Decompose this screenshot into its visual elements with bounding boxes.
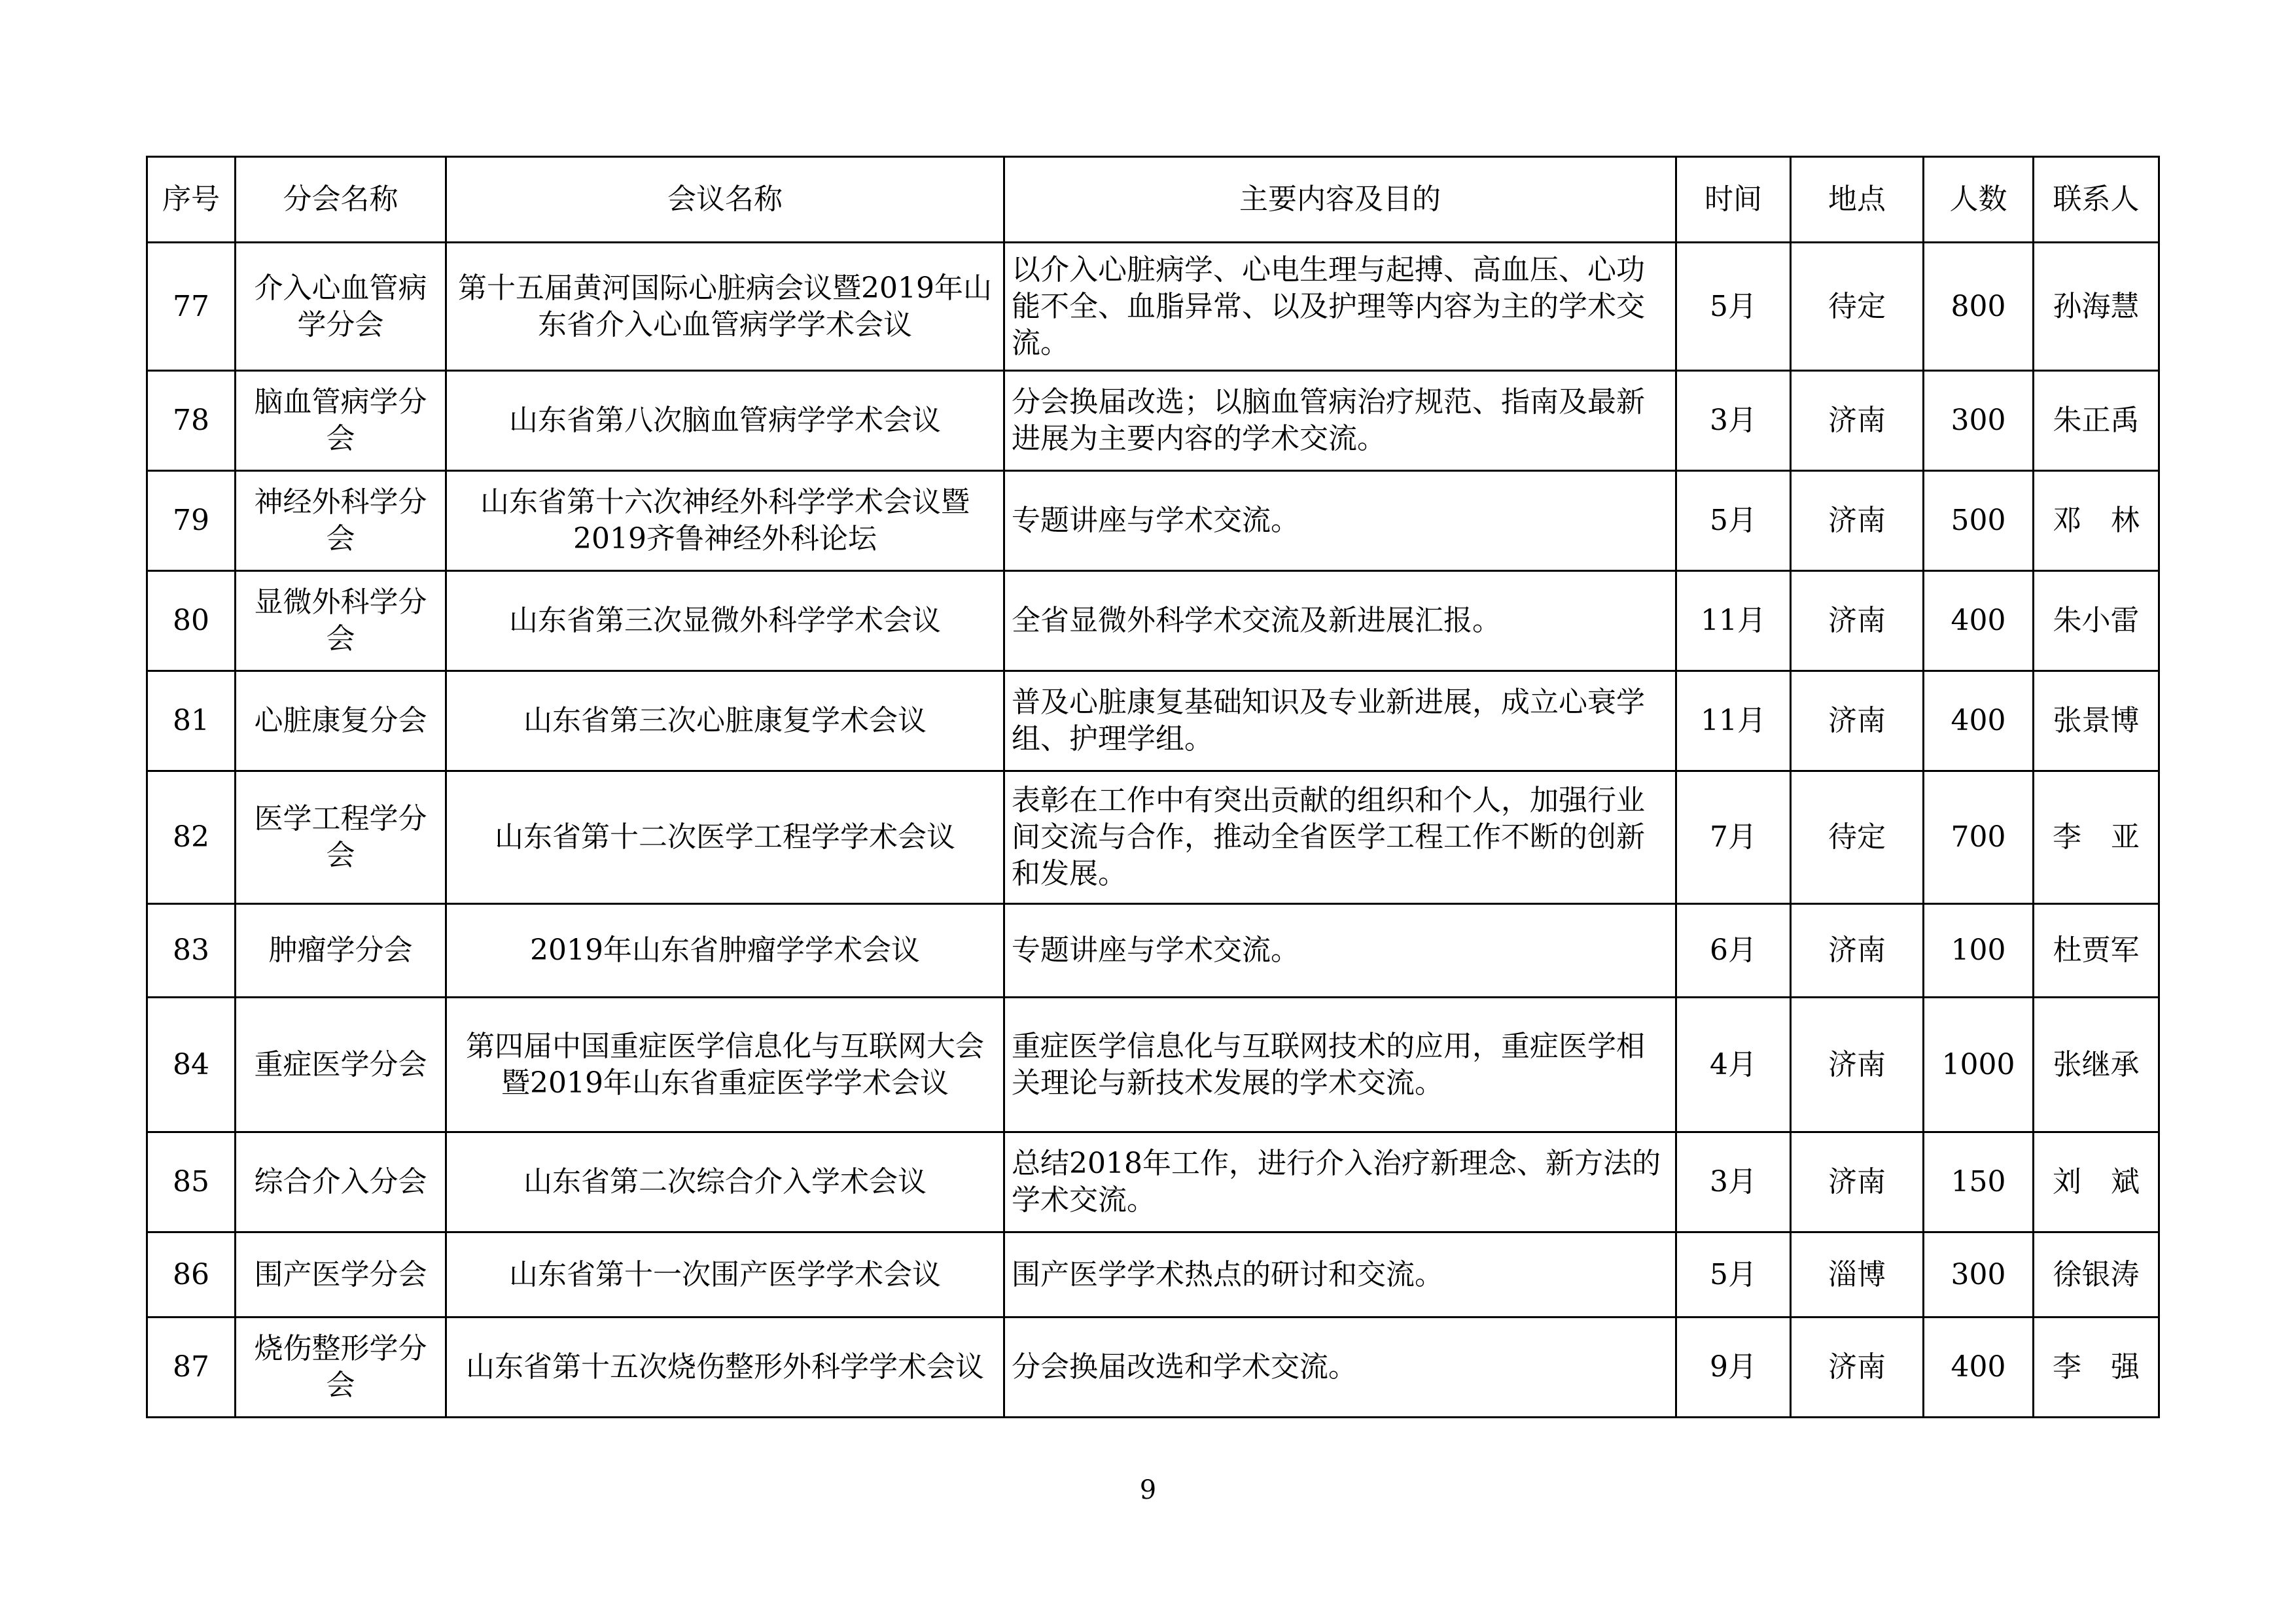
cell-contact: 徐银涛 bbox=[2034, 1232, 2159, 1318]
cell-time: 5月 bbox=[1676, 1232, 1791, 1318]
cell-place: 济南 bbox=[1791, 1132, 1924, 1232]
cell-num: 83 bbox=[147, 904, 236, 998]
cell-place: 济南 bbox=[1791, 471, 1924, 571]
cell-branch: 医学工程学分会 bbox=[236, 771, 446, 904]
cell-num: 79 bbox=[147, 471, 236, 571]
header-meeting: 会议名称 bbox=[446, 157, 1004, 243]
cell-meeting: 山东省第十一次围产医学学术会议 bbox=[446, 1232, 1004, 1318]
cell-meeting: 2019年山东省肿瘤学学术会议 bbox=[446, 904, 1004, 998]
cell-branch: 肿瘤学分会 bbox=[236, 904, 446, 998]
cell-branch: 重症医学分会 bbox=[236, 998, 446, 1132]
cell-time: 3月 bbox=[1676, 1132, 1791, 1232]
cell-people: 500 bbox=[1924, 471, 2034, 571]
cell-place: 济南 bbox=[1791, 904, 1924, 998]
header-content: 主要内容及目的 bbox=[1004, 157, 1676, 243]
cell-num: 86 bbox=[147, 1232, 236, 1318]
cell-place: 济南 bbox=[1791, 671, 1924, 771]
cell-meeting: 山东省第八次脑血管病学学术会议 bbox=[446, 371, 1004, 471]
cell-meeting: 山东省第十五次烧伤整形外科学学术会议 bbox=[446, 1318, 1004, 1418]
cell-place: 济南 bbox=[1791, 571, 1924, 671]
table-row bbox=[147, 1132, 2159, 1232]
cell-people: 800 bbox=[1924, 243, 2034, 371]
cell-meeting: 山东省第三次显微外科学学术会议 bbox=[446, 571, 1004, 671]
cell-content: 表彰在工作中有突出贡献的组织和个人，加强行业间交流与合作，推动全省医学工程工作不断的创新和发展。 bbox=[1004, 771, 1676, 904]
cell-time: 11月 bbox=[1676, 671, 1791, 771]
cell-people: 300 bbox=[1924, 371, 2034, 471]
table-row bbox=[147, 1232, 2159, 1318]
cell-meeting: 山东省第十六次神经外科学学术会议暨2019齐鲁神经外科论坛 bbox=[446, 471, 1004, 571]
cell-place: 淄博 bbox=[1791, 1232, 1924, 1318]
cell-num: 78 bbox=[147, 371, 236, 471]
cell-people: 150 bbox=[1924, 1132, 2034, 1232]
cell-contact: 邓 林 bbox=[2034, 471, 2159, 571]
cell-people: 700 bbox=[1924, 771, 2034, 904]
table-row bbox=[147, 371, 2159, 471]
cell-contact: 李 亚 bbox=[2034, 771, 2159, 904]
cell-branch: 心脏康复分会 bbox=[236, 671, 446, 771]
cell-meeting: 第十五届黄河国际心脏病会议暨2019年山东省介入心血管病学学术会议 bbox=[446, 243, 1004, 371]
cell-branch: 介入心血管病学分会 bbox=[236, 243, 446, 371]
cell-people: 400 bbox=[1924, 1318, 2034, 1418]
cell-num: 85 bbox=[147, 1132, 236, 1232]
cell-contact: 刘 斌 bbox=[2034, 1132, 2159, 1232]
cell-time: 5月 bbox=[1676, 471, 1791, 571]
cell-content: 分会换届改选和学术交流。 bbox=[1004, 1318, 1676, 1418]
cell-time: 5月 bbox=[1676, 243, 1791, 371]
header-time: 时间 bbox=[1676, 157, 1791, 243]
cell-branch: 脑血管病学分会 bbox=[236, 371, 446, 471]
table-row bbox=[147, 998, 2159, 1132]
cell-content: 以介入心脏病学、心电生理与起搏、高血压、心功能不全、血脂异常、以及护理等内容为主的学术交流。 bbox=[1004, 243, 1676, 371]
cell-contact: 朱小雷 bbox=[2034, 571, 2159, 671]
cell-num: 84 bbox=[147, 998, 236, 1132]
header-place: 地点 bbox=[1791, 157, 1924, 243]
cell-content: 全省显微外科学术交流及新进展汇报。 bbox=[1004, 571, 1676, 671]
cell-time: 11月 bbox=[1676, 571, 1791, 671]
cell-time: 9月 bbox=[1676, 1318, 1791, 1418]
table-header-row bbox=[147, 157, 2159, 243]
cell-content: 围产医学学术热点的研讨和交流。 bbox=[1004, 1232, 1676, 1318]
cell-contact: 杜贾军 bbox=[2034, 904, 2159, 998]
cell-content: 分会换届改选；以脑血管病治疗规范、指南及最新进展为主要内容的学术交流。 bbox=[1004, 371, 1676, 471]
cell-place: 济南 bbox=[1791, 998, 1924, 1132]
cell-meeting: 第四届中国重症医学信息化与互联网大会暨2019年山东省重症医学学术会议 bbox=[446, 998, 1004, 1132]
page-number: 9 bbox=[1139, 1475, 1157, 1505]
header-contact: 联系人 bbox=[2034, 157, 2159, 243]
cell-num: 87 bbox=[147, 1318, 236, 1418]
table-row bbox=[147, 771, 2159, 904]
cell-time: 6月 bbox=[1676, 904, 1791, 998]
cell-branch: 显微外科学分会 bbox=[236, 571, 446, 671]
table-row bbox=[147, 571, 2159, 671]
table-row bbox=[147, 471, 2159, 571]
cell-people: 100 bbox=[1924, 904, 2034, 998]
cell-content: 总结2018年工作，进行介入治疗新理念、新方法的学术交流。 bbox=[1004, 1132, 1676, 1232]
cell-contact: 朱正禹 bbox=[2034, 371, 2159, 471]
cell-contact: 孙海慧 bbox=[2034, 243, 2159, 371]
cell-meeting: 山东省第三次心脏康复学术会议 bbox=[446, 671, 1004, 771]
cell-place: 济南 bbox=[1791, 1318, 1924, 1418]
cell-place: 济南 bbox=[1791, 371, 1924, 471]
cell-branch: 神经外科学分会 bbox=[236, 471, 446, 571]
cell-branch: 综合介入分会 bbox=[236, 1132, 446, 1232]
cell-time: 7月 bbox=[1676, 771, 1791, 904]
cell-contact: 张继承 bbox=[2034, 998, 2159, 1132]
table-row bbox=[147, 1318, 2159, 1418]
cell-contact: 李 强 bbox=[2034, 1318, 2159, 1418]
cell-branch: 烧伤整形学分会 bbox=[236, 1318, 446, 1418]
cell-content: 专题讲座与学术交流。 bbox=[1004, 471, 1676, 571]
header-num: 序号 bbox=[147, 157, 236, 243]
cell-people: 1000 bbox=[1924, 998, 2034, 1132]
cell-place: 待定 bbox=[1791, 771, 1924, 904]
cell-time: 4月 bbox=[1676, 998, 1791, 1132]
table-row bbox=[147, 671, 2159, 771]
cell-num: 80 bbox=[147, 571, 236, 671]
header-branch: 分会名称 bbox=[236, 157, 446, 243]
cell-num: 77 bbox=[147, 243, 236, 371]
cell-content: 普及心脏康复基础知识及专业新进展，成立心衰学组、护理学组。 bbox=[1004, 671, 1676, 771]
cell-people: 400 bbox=[1924, 671, 2034, 771]
cell-people: 300 bbox=[1924, 1232, 2034, 1318]
cell-branch: 围产医学分会 bbox=[236, 1232, 446, 1318]
table-row bbox=[147, 243, 2159, 371]
cell-content: 专题讲座与学术交流。 bbox=[1004, 904, 1676, 998]
meeting-schedule-table bbox=[146, 156, 2160, 1418]
cell-content: 重症医学信息化与互联网技术的应用，重症医学相关理论与新技术发展的学术交流。 bbox=[1004, 998, 1676, 1132]
cell-place: 待定 bbox=[1791, 243, 1924, 371]
cell-contact: 张景博 bbox=[2034, 671, 2159, 771]
cell-meeting: 山东省第十二次医学工程学学术会议 bbox=[446, 771, 1004, 904]
cell-num: 82 bbox=[147, 771, 236, 904]
cell-num: 81 bbox=[147, 671, 236, 771]
cell-time: 3月 bbox=[1676, 371, 1791, 471]
header-people: 人数 bbox=[1924, 157, 2034, 243]
cell-people: 400 bbox=[1924, 571, 2034, 671]
cell-meeting: 山东省第二次综合介入学术会议 bbox=[446, 1132, 1004, 1232]
table-row bbox=[147, 904, 2159, 998]
